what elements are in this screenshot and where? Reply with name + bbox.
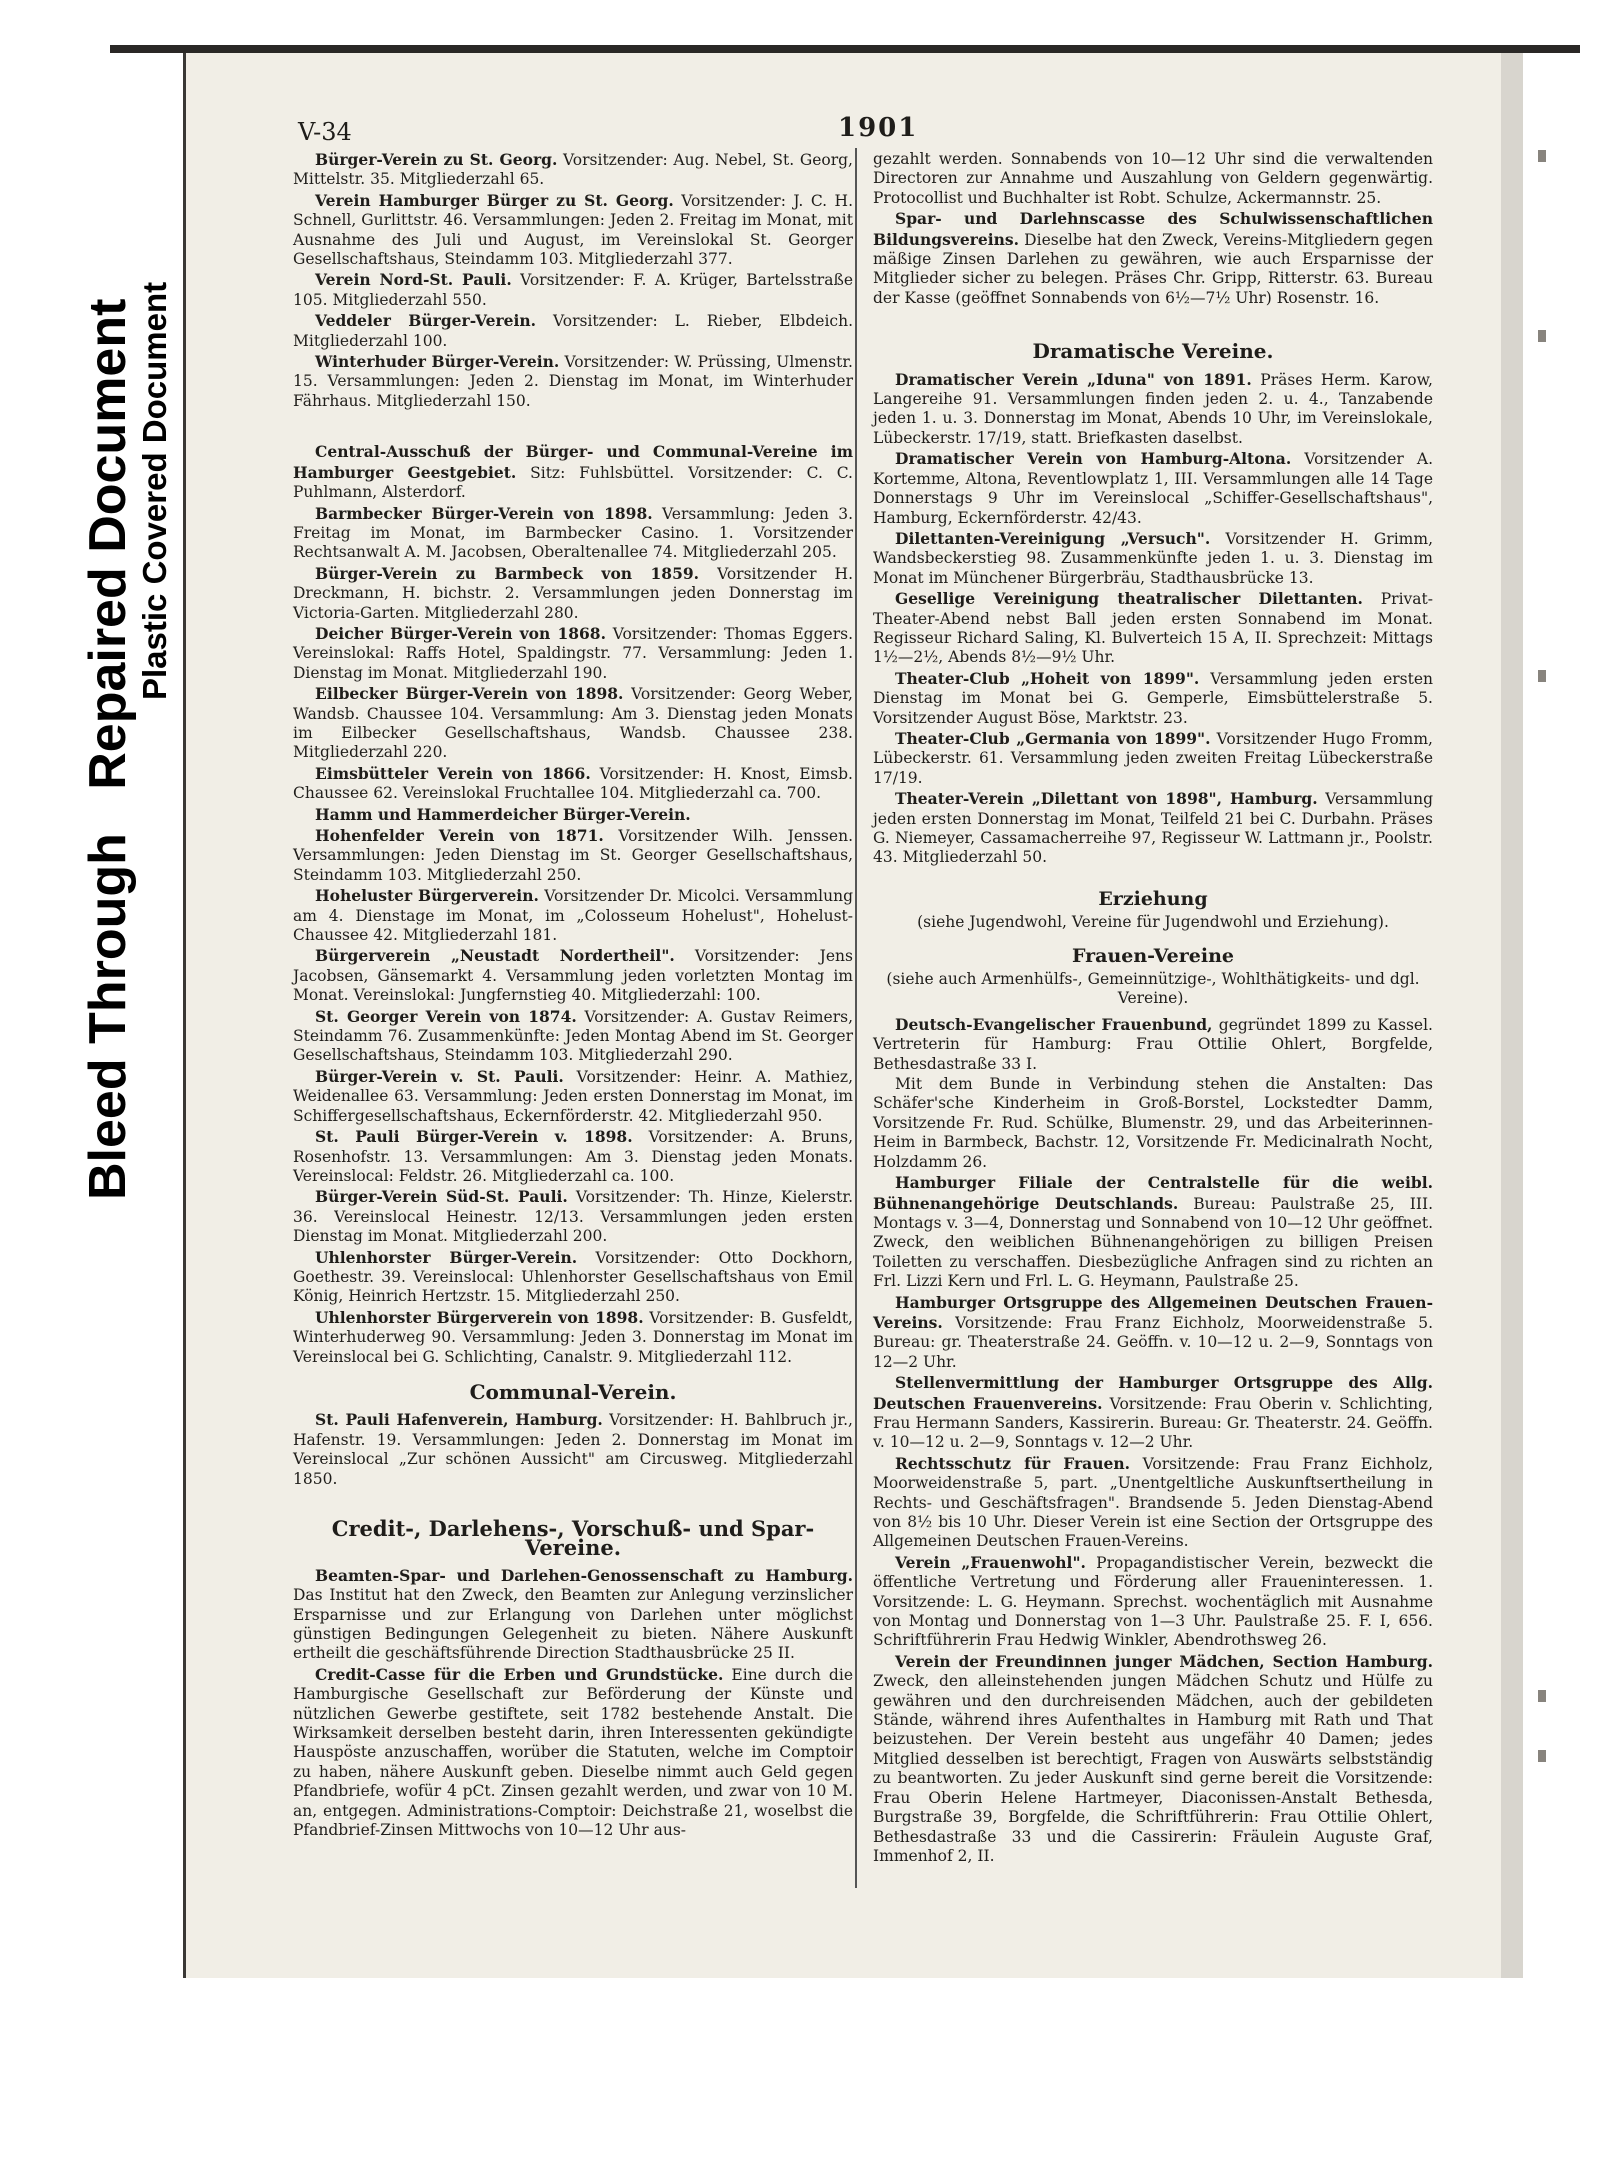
entry: Eilbecker Bürger-Verein von 1898. Vorsitzender: Georg Weber, Wandsb. Chaussee 104. Versammlung: Am 3. Dienstag jeden Monats im Eilbecker Gesellschaftshaus, Wandsb. Chaussee 238. Mitgliederzahl 220. [293,684,853,762]
entry: Verein der Freundinnen junger Mädchen, Section Hamburg. Zweck, den alleinstehenden jungen Mädchen Schutz und Hülfe zu gewähren und den durchreisenden Mädchen, auch der gebildeten Stände, während ihres Aufenthaltes in Hamburg mit Rath und That beizustehen. Der Verein besteht aus ungefähr 40 Damen; jedes Mitglied desselben ist berechtigt, Fragen von Auswärts selbstständig zu beantworten. Zu jeder Auskunft sind gerne bereit die Vorsitzende: Frau Oberin Helene Hartmeyer, Diaconissen-Anstalt Bethesda, Burgstraße 39, Borgfelde, die Schriftführerin: Frau Ottilie Ohlert, Bethesdastraße 33 und die Cassirerin: Fräulein Auguste Graf, Immenhof 2, II. [873,1651,1433,1865]
watermark-panel [0,0,173,1250]
entry: Winterhuder Bürger-Verein. Vorsitzender: W. Prüssing, Ulmenstr. 15. Versammlungen: Jeden 2. Dienstag im Monat, im Winterhuder Fährhaus. Mitgliederzahl 150. [293,352,853,410]
entry: Hoheluster Bürgerverein. Vorsitzender Dr. Micolci. Versammlung am 4. Dienstage im Monat, im „Colosseum Hohelust", Hohelust-Chaussee 42. Mitgliederzahl 181. [293,886,853,945]
page-id: V-34 [298,118,352,146]
speck [1538,1750,1546,1762]
right-column [873,150,1433,1867]
entry: Theater-Verein „Dilettant von 1898", Hamburg. Versammlung jeden ersten Donnerstag im Monat, Teilfeld 21 bei C. Durbahn. Präses G. Niemeyer, Cassamacherreihe 97, Regisseur W. Lattmann jr., Poolstr. 43. Mitgliederzahl 50. [873,789,1434,867]
entry: Theater-Club „Germania von 1899". Vorsitzender Hugo Fromm, Lübeckerstr. 61. Versammlung jeden zweiten Freitag Lübeckerstraße 17/19. [873,728,1433,787]
speck [1538,330,1546,342]
entry: St. Georger Verein von 1874. Vorsitzender: A. Gustav Reimers, Steindamm 76. Zusammenkünfte: Jeden Montag Abend im St. Georger Gesellschaftshaus, Steindamm 103. Mitgliederzahl 290. [293,1006,853,1065]
entry: Beamten-Spar- und Darlehen-Genossenschaft zu Hamburg. Das Institut hat den Zweck, den Beamten zur Anlegung verzinslicher Ersparnisse und zur Erlangung von Darlehen unter möglichst günstigen Bedingungen Gelegenheit zu bieten. Nähere Auskunft ertheilt die geschäftsführende Direction Stadthausbrücke 25 II. [293,1565,853,1663]
speck [1538,1690,1546,1702]
entry: Hamburger Filiale der Centralstelle für die weibl. Bühnenangehörige Deutschlands. Bureau: Paulstraße 25, III. Montags v. 3—4, Donnerstag und Sonnabend von 10—12 Uhr geöffnet. Zweck, den weiblichen Bühnenangehörigen zu billigen Preisen Toiletten zu verschaffen. Diesbezügliche Anfragen sind zu richten an Frl. Lizzi Kern und Frl. L. G. Heymann, Paulstraße 25. [873,1173,1433,1291]
speck [1538,670,1546,682]
entry: Verein Nord-St. Pauli. Vorsitzender: F. A. Krüger, Bartelsstraße 105. Mitgliederzahl 550. [293,270,853,309]
section-heading: Communal-Verein. [469,1379,677,1404]
entry: Hamburger Ortsgruppe des Allgemeinen Deutschen Frauen-Vereins. Vorsitzende: Frau Franz Eichholz, Moorweidenstraße 5. Bureau: gr. Theaterstraße 24. Geöffn. v. 10—12 u. 2—9, Sonntags von 12—2 Uhr. [873,1292,1433,1371]
entry: Deutsch-Evangelischer Frauenbund, gegründet 1899 zu Kassel. Vertreterin für Hamburg: Frau Ottilie Ohlert, Borgfelde, Bethesdastraße 33 I. [873,1014,1433,1073]
entry-continuation: gezahlt werden. Sonnabends von 10—12 Uhr sind die verwaltenden Directoren zur Annahme und Auszahlung von Geldern gegenwärtig. Protocollist und Buchhalter ist Robt. Schulze, Ackermannstr. 25. [873,150,1433,207]
entry: Barmbecker Bürger-Verein von 1898. Versammlung: Jeden 3. Freitag im Monat, im Barmbecker Casino. 1. Vorsitzender Rechtsanwalt A. M. Jacobsen, Oberaltenallee 74. Mitgliederzahl 205. [293,503,854,562]
entry: Bürgerverein „Neustadt Nordertheil". Vorsitzender: Jens Jacobsen, Gänsemarkt 4. Versammlung jeden vorletzten Montag im Monat. Vereinslokal: Jungfernstieg 40. Mitgliederzahl: 100. [293,946,853,1005]
entry: Rechtsschutz für Frauen. Vorsitzende: Frau Franz Eichholz, Moorweidenstraße 5, part. „Unentgeltliche Auskunftsertheilung in Rechts- und Geschäftsfragen". Brandsende 5. Jeden Dienstag-Abend von 8½ bis 10 Uhr. Dieser Verein ist eine Section der Ortsgruppe des Allgemeinen Deutschen Frauen-Vereins. [873,1453,1433,1551]
entry: Bürger-Verein v. St. Pauli. Vorsitzender: Heinr. A. Mathiez, Weidenallee 63. Versammlung: Jeden ersten Donnerstag im Monat, im Schiffergesellschaftshaus, Eckernförderstr. 42. Mitgliederzahl 950. [293,1066,853,1125]
entry: Theater-Club „Hoheit von 1899". Versammlung jeden ersten Dienstag im Monat bei G. Gemperle, Eimsbüttelerstraße 5. Vorsitzender August Böse, Marktstr. 23. [873,668,1434,727]
bleed-specks [1538,150,1550,1850]
entry: St. Pauli Bürger-Verein v. 1898. Vorsitzender: A. Bruns, Rosenhofstr. 13. Versammlungen: Am 3. Dienstag jeden Monats. Vereinslocal: Feldstr. 26. Mitgliederzahl ca. 100. [293,1127,854,1185]
section-heading: Dramatische Vereine. [1032,339,1274,364]
entry: Bürger-Verein zu St. Georg. Vorsitzender: Aug. Nebel, St. Georg, Mittelstr. 35. Mitgliederzahl 65. [293,150,853,189]
entry: Veddeler Bürger-Verein. Vorsitzender: L. Rieber, Elbdeich. Mitgliederzahl 100. [293,311,853,350]
page-year: 1901 [838,113,919,143]
section-heading: Frauen-Vereine [1071,944,1234,967]
entry: Uhlenhorster Bürgerverein von 1898. Vorsitzender: B. Gusfeldt, Winterhuderweg 90. Versammlung: Jeden 3. Donnerstag im Monat im Vereinslocal bei G. Schlichting, Canalstr. 9. Mitgliederzahl 112. [293,1307,853,1366]
section-heading: Credit-, Darlehens-, Vorschuß- und Spar-Vereine. [331,1516,815,1561]
page-content [183,48,1523,1978]
column-divider [855,148,857,1888]
entry: Hamm und Hammerdeicher Bürger-Verein. [315,804,691,824]
entry: Gesellige Vereinigung theatralischer Dilettanten. Privat-Theater-Abend nebst Ball jeden ersten Sonnabend im Monat. Regisseur Richard Saling, Kl. Bulverteich 15 A, II. Sprechzeit: Mittags 1½—2½, Abends 8½—9½ Uhr. [873,589,1433,667]
entry: Dramatischer Verein „Iduna" von 1891. Präses Herm. Karow, Langereihe 91. Versammlungen finden jeden 2. u. 4., Tanzabende jeden 1. u. 3. Donnerstag im Monat, Abends 10 Uhr, im Vereinslokale, Lübeckerstr. 17/19, statt. Briefkasten daselbst. [873,369,1433,447]
entry: Central-Ausschuß der Bürger- und Communal-Vereine im Hamburger Geestgebiet. Sitz: Fuhlsbüttel. Vorsitzender: C. C. Puhlmann, Alsterdorf. [293,442,853,502]
entry: Bürger-Verein Süd-St. Pauli. Vorsitzender: Th. Hinze, Kielerstr. 36. Vereinslocal Heinestr. 12/13. Versammlungen jeden ersten Dienstag im Monat. Mitgliederzahl 200. [293,1187,854,1246]
section-heading: Erziehung [1098,887,1208,910]
entry: St. Pauli Hafenverein, Hamburg. Vorsitzender: H. Bahlbruch jr., Hafenstr. 19. Versammlungen: Jeden 2. Donnerstag im Monat im Vereinslocal „Zur schönen Aussicht" am Circusweg. Mitgliederzahl 1850. [293,1410,853,1488]
watermark-label: Bleed Through Repaired Document [79,298,137,1200]
left-column [293,150,853,1842]
entry: Verein „Frauenwohl". Propagandistischer Verein, bezweckt die öffentliche Vertretung und Förderung aller Fraueninteressen. 1. Vorsitzende: L. G. Heymann. Sprechst. wochentäglich mit Ausnahme von Montag und Donnerstag von 1—3 Uhr. Paulstraße 25. F. I, 656. Schriftführerin Frau Hedwig Winkler, Abendrothsweg 26. [873,1552,1433,1650]
entry: Verein Hamburger Bürger zu St. Georg. Vorsitzender: J. C. H. Schnell, Gurlittstr. 46. Versammlungen: Jeden 2. Freitag im Monat, mit Ausnahme des Juli und August, im Vereinslokal St. Georger Gesellschaftshaus, Steindamm 103. Mitgliederzahl 377. [293,190,854,269]
section-note: (siehe auch Armenhülfs-, Gemeinnützige-, Wohlthätigkeits- und dgl. Vereine). [886,970,1420,1008]
entry: Stellenvermittlung der Hamburger Ortsgruppe des Allg. Deutschen Frauenvereins. Vorsitzende: Frau Oberin v. Schlichting, Frau Hermann Sanders, Kassirerin. Bureau: Gr. Theaterstr. 24. Geöffn. v. 10—12 u. 2—9, Sonntags v. 12—2 Uhr. [873,1373,1433,1452]
entry: Bürger-Verein zu Barmbeck von 1859. Vorsitzender H. Dreckmann, H. bichstr. 2. Versammlungen jeden Donnerstag im Victoria-Garten. Mitgliederzahl 280. [293,563,853,622]
entry: Hohenfelder Verein von 1871. Vorsitzender Wilh. Jenssen. Versammlungen: Jeden Dienstag im St. Georger Gesellschaftshaus, Steindamm 103. Mitgliederzahl 250. [293,826,854,884]
section-note: (siehe Jugendwohl, Vereine für Jugendwohl und Erziehung). [917,913,1389,932]
speck [1538,150,1546,162]
entry: Eimsbütteler Verein von 1866. Vorsitzender: H. Knost, Eimsb. Chaussee 62. Vereinslokal Fruchtallee 104. Mitgliederzahl ca. 700. [293,763,853,803]
entry: Deicher Bürger-Verein von 1868. Vorsitzender: Thomas Eggers. Vereinslokal: Raffs Hotel, Spaldingstr. 77. Versammlung: Jeden 1. Dienstag im Monat. Mitgliederzahl 190. [293,623,853,682]
entry: Spar- und Darlehnscasse des Schulwissenschaftlichen Bildungsvereins. Dieselbe hat den Zweck, Vereins-Mitgliedern gegen mäßige Zinsen Darlehen zu gewähren, wie auch Ersparnisse der Mitglieder sicher zu belegen. Präses Chr. Gripp, Ritterstr. 63. Bureau der Kasse (geöffnet Sonnabends von 6½—7½ Uhr) Rosenstr. 16. [873,209,1433,307]
entry: Credit-Casse für die Erben und Grundstücke. Eine durch die Hamburgische Gesellschaft zur Beförderung der Künste und nützlichen Gewerbe gestiftete, seit 1782 bestehende Anstalt. Die Wirksamkeit derselben besteht darin, ihren Interessenten gekündigte Hauspöste anzuschaffen, worüber die Statuten, welche im Comptoir zu haben, nähere Auskunft geben. Dieselbe nimmt auch Geld gegen Pfandbriefe, wofür 4 pCt. Zinsen gezahlt werden, und zwar von 10 M. an, entgegen. Administrations-Comptoir: Deichstraße 21, woselbst die Pfandbrief-Zinsen Mittwochs von 10—12 Uhr aus- [293,1664,853,1840]
entry: Uhlenhorster Bürger-Verein. Vorsitzender: Otto Dockhorn, Goethestr. 39. Vereinslocal: Uhlenhorster Gesellschaftshaus von Emil König, Heinrich Hertzstr. 15. Mitgliederzahl 250. [293,1247,853,1306]
entry: Dramatischer Verein von Hamburg-Altona. Vorsitzender A. Kortemme, Altona, Reventlowplatz 1, III. Versammlungen alle 14 Tage Donnerstags 9 Uhr im Vereinslocal „Schiffer-Gesellschaftshaus", Hamburg, Eckernförderstr. 42/43. [873,449,1434,527]
watermark-sublabel: Plastic Covered Document [136,281,173,700]
entry: Dilettanten-Vereinigung „Versuch". Vorsitzender H. Grimm, Wandsbeckerstieg 98. Zusammenkünfte jeden 1. u. 3. Dienstag im Monat im Münchener Bürgerbräu, Stadthausbrücke 13. [873,528,1433,587]
entry-continuation: Mit dem Bunde in Verbindung stehen die Anstalten: Das Schäfer'sche Kinderheim in Groß-Borstel, Lockstedter Damm, Vorsitzende Fr. Rud. Schülke, Blumenstr. 29, und das Arbeiterinnen-Heim in Barmbeck, Bachstr. 12, Vorsitzende Fr. Medicinalrath Nocht, Holzdamm 26. [873,1075,1433,1171]
